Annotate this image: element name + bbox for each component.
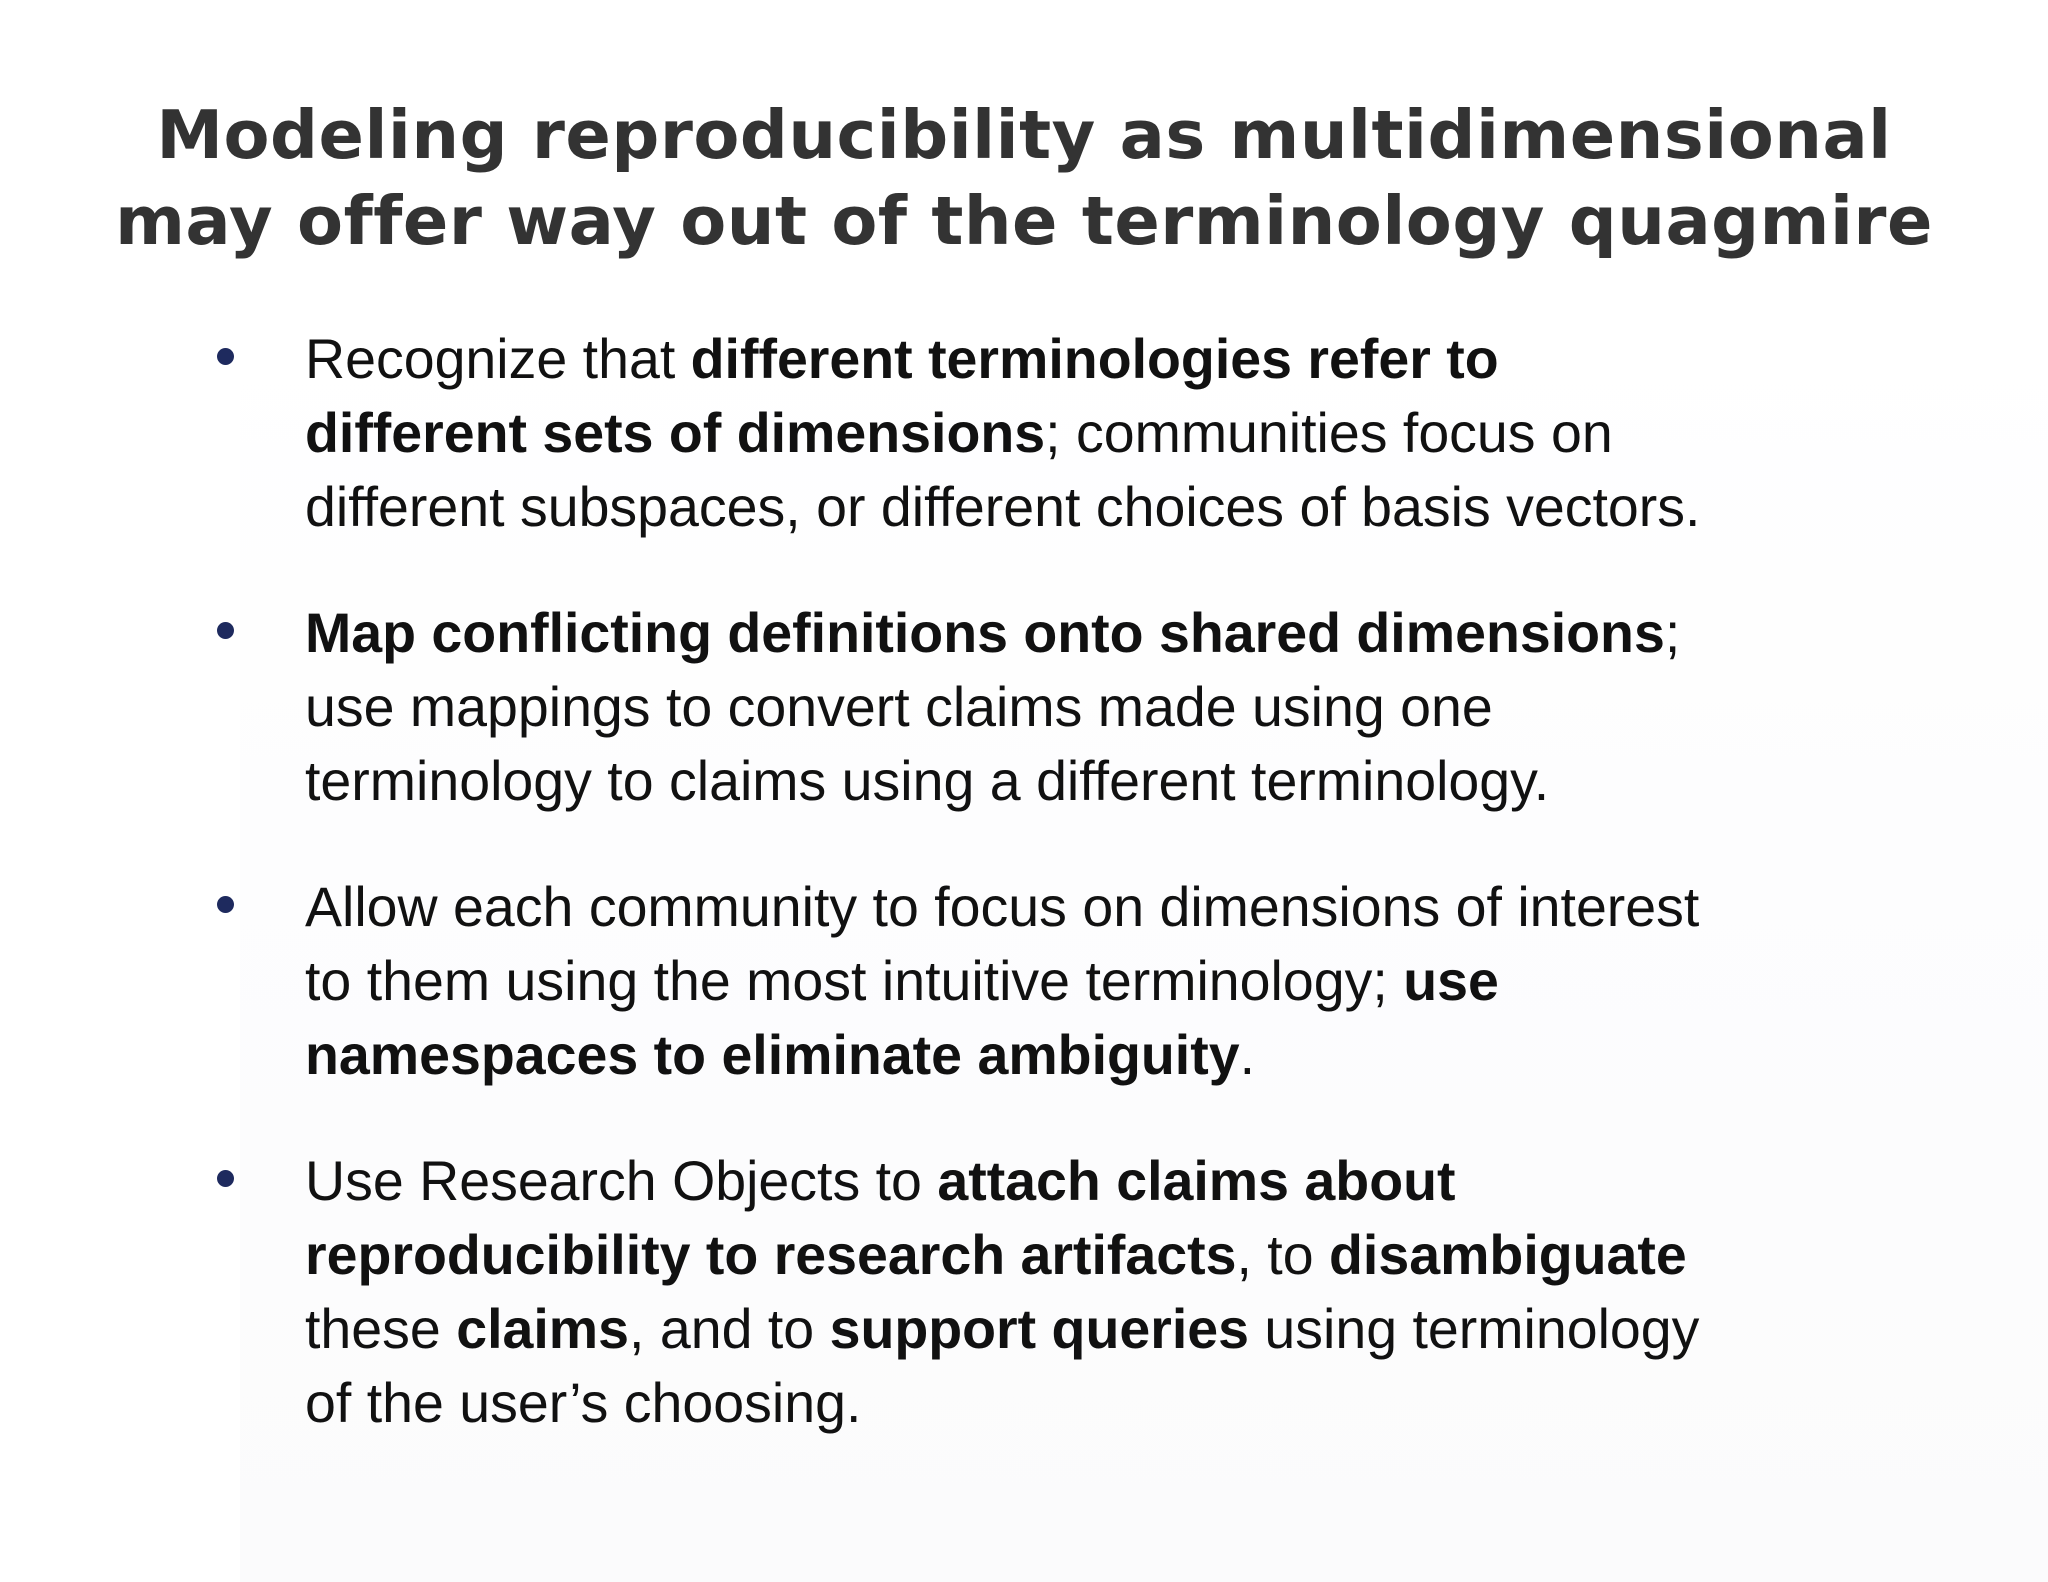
- bullet-item: [0, 1144, 2048, 1440]
- bullet-item: [0, 596, 2048, 818]
- bullet-dot-icon: [217, 896, 234, 913]
- plain-text: these: [305, 1298, 457, 1360]
- plain-text: of the user’s choosing.: [305, 1372, 862, 1434]
- plain-text: Recognize that: [305, 328, 691, 390]
- slide-title-line: may offer way out of the terminology quagmire: [115, 182, 1933, 260]
- bullet-line: [305, 396, 1905, 470]
- bold-text: different sets of dimensions: [305, 402, 1046, 464]
- plain-text: .: [1239, 1024, 1255, 1086]
- bullet-line: [305, 596, 1905, 670]
- bold-text: claims: [456, 1298, 629, 1360]
- slide-title-line: Modeling reproducibility as multidimensional: [156, 96, 1892, 174]
- bullet-dot-icon: [217, 622, 234, 639]
- slide-title: [0, 92, 2048, 264]
- bullet-item: [0, 870, 2048, 1092]
- bullet-dot-icon: [217, 1170, 234, 1187]
- plain-text: to them using the most intuitive terminology;: [305, 950, 1404, 1012]
- bullet-text: [305, 870, 1905, 1092]
- bullet-line: [305, 944, 1905, 1018]
- plain-text: different subspaces, or different choices of basis vectors.: [305, 476, 1701, 538]
- bullet-line: [305, 744, 1905, 818]
- bullet-text: [305, 596, 1905, 818]
- bullet-line: [305, 1144, 1905, 1218]
- bold-text: namespaces to eliminate ambiguity: [305, 1024, 1240, 1086]
- bullet-item: [0, 322, 2048, 544]
- bullet-line: [305, 322, 1905, 396]
- bold-text: Map conflicting definitions onto shared dimensions: [305, 602, 1665, 664]
- bold-text: reproducibility to research artifacts: [305, 1224, 1237, 1286]
- bullet-line: [305, 1218, 1905, 1292]
- bullet-line: [305, 1292, 1905, 1366]
- bullet-text: [305, 1144, 1905, 1440]
- bullet-line: [305, 1366, 1905, 1440]
- bold-text: disambiguate: [1329, 1224, 1687, 1286]
- bullet-dot-icon: [217, 348, 234, 365]
- bullet-line: [305, 1018, 1905, 1092]
- bold-text: attach claims about: [937, 1150, 1456, 1212]
- plain-text: , to: [1236, 1224, 1330, 1286]
- plain-text: ; communities focus on: [1045, 402, 1613, 464]
- plain-text: use mappings to convert claims made using one: [305, 676, 1493, 738]
- bold-text: use: [1403, 950, 1499, 1012]
- bullet-line: [305, 870, 1905, 944]
- bold-text: different terminologies refer to: [690, 328, 1499, 390]
- bullet-line: [305, 670, 1905, 744]
- bullet-list: [0, 322, 2048, 1492]
- plain-text: Allow each community to focus on dimensions of interest: [305, 876, 1700, 938]
- plain-text: , and to: [629, 1298, 830, 1360]
- plain-text: using terminology: [1248, 1298, 1700, 1360]
- plain-text: ;: [1664, 602, 1681, 664]
- bullet-text: [305, 322, 1905, 544]
- plain-text: terminology to claims using a different terminology.: [305, 750, 1550, 812]
- plain-text: Use Research Objects to: [305, 1150, 938, 1212]
- bold-text: support queries: [829, 1298, 1249, 1360]
- bullet-line: [305, 470, 1905, 544]
